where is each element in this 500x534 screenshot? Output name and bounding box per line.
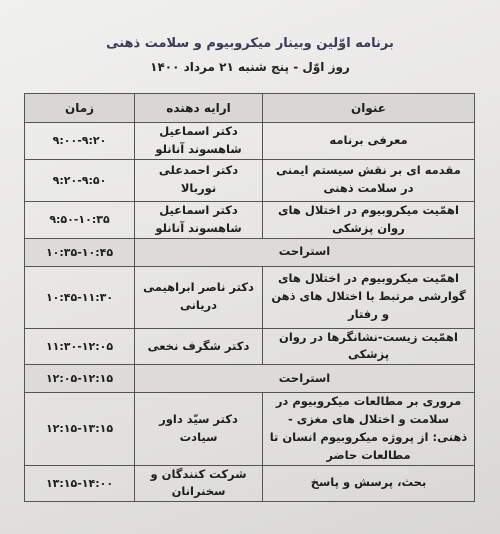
session-time: ۱۳:۱۵-۱۴:۰۰ — [25, 465, 135, 502]
column-header-title: عنوان — [263, 94, 475, 123]
table-row — [25, 328, 475, 365]
session-presenter: دکتر سیّد داور سیادت — [135, 393, 263, 465]
table-row — [25, 123, 475, 160]
session-time: ۱۱:۳۰-۱۲:۰۵ — [25, 328, 135, 365]
session-title: بحث، پرسش و پاسخ — [263, 465, 475, 502]
session-time: ۱۲:۰۵-۱۲:۱۵ — [25, 365, 135, 393]
break-label: استراحت — [135, 365, 475, 393]
break-row — [25, 365, 475, 393]
table-row — [25, 159, 475, 201]
session-time: ۱۲:۱۵-۱۳:۱۵ — [25, 393, 135, 465]
break-row — [25, 238, 475, 266]
session-presenter: دکتر اسماعیل شاهسوند آنانلو — [135, 123, 263, 160]
session-title: مقدمه ای بر نقش سیستم ایمنی در سلامت ذهنی — [263, 159, 475, 201]
session-presenter: دکتر احمدعلی نوربالا — [135, 159, 263, 201]
session-title: اهمّیت زیست-نشانگرها در روان پزشکی — [263, 328, 475, 365]
schedule-table — [24, 93, 475, 502]
session-presenter: دکتر شگرف نخعی — [135, 328, 263, 365]
session-title: مروری بر مطالعات میکروبیوم در سلامت و اختلال های مغزی - ذهنی: از پروژه میکروبیوم انسان تا مطالعات حاضر — [263, 393, 475, 465]
session-presenter: دکتر اسماعیل شاهسوند آنانلو — [135, 201, 263, 238]
page-title: برنامه اوّلین وبینار میکروبیوم و سلامت ذهنی — [106, 36, 394, 51]
session-time: ۹:۰۰-۹:۲۰ — [25, 123, 135, 160]
table-row — [25, 266, 475, 328]
table-row — [25, 465, 475, 502]
session-presenter: دکتر ناصر ابراهیمی دریانی — [135, 266, 263, 328]
table-header-row — [25, 94, 475, 123]
session-title: معرفی برنامه — [263, 123, 475, 160]
break-label: استراحت — [135, 238, 475, 266]
session-title: اهمّیت میکروبیوم در اختلال های روان پزشکی — [263, 201, 475, 238]
page-subtitle: روز اوّل - پنج شنبه ۲۱ مرداد ۱۴۰۰ — [150, 60, 350, 74]
table-row — [25, 393, 475, 465]
session-time: ۹:۵۰-۱۰:۳۵ — [25, 201, 135, 238]
session-title: اهمّیت میکروبیوم در اختلال های گوارشی مرتبط با اختلال های ذهن و رفتار — [263, 266, 475, 328]
session-time: ۹:۲۰-۹:۵۰ — [25, 159, 135, 201]
session-time: ۱۰:۴۵-۱۱:۳۰ — [25, 266, 135, 328]
column-header-time: زمان — [25, 94, 135, 123]
table-row — [25, 201, 475, 238]
column-header-presenter: ارایه دهنده — [135, 94, 263, 123]
session-time: ۱۰:۳۵-۱۰:۴۵ — [25, 238, 135, 266]
session-presenter: شرکت کنندگان و سخنرانان — [135, 465, 263, 502]
